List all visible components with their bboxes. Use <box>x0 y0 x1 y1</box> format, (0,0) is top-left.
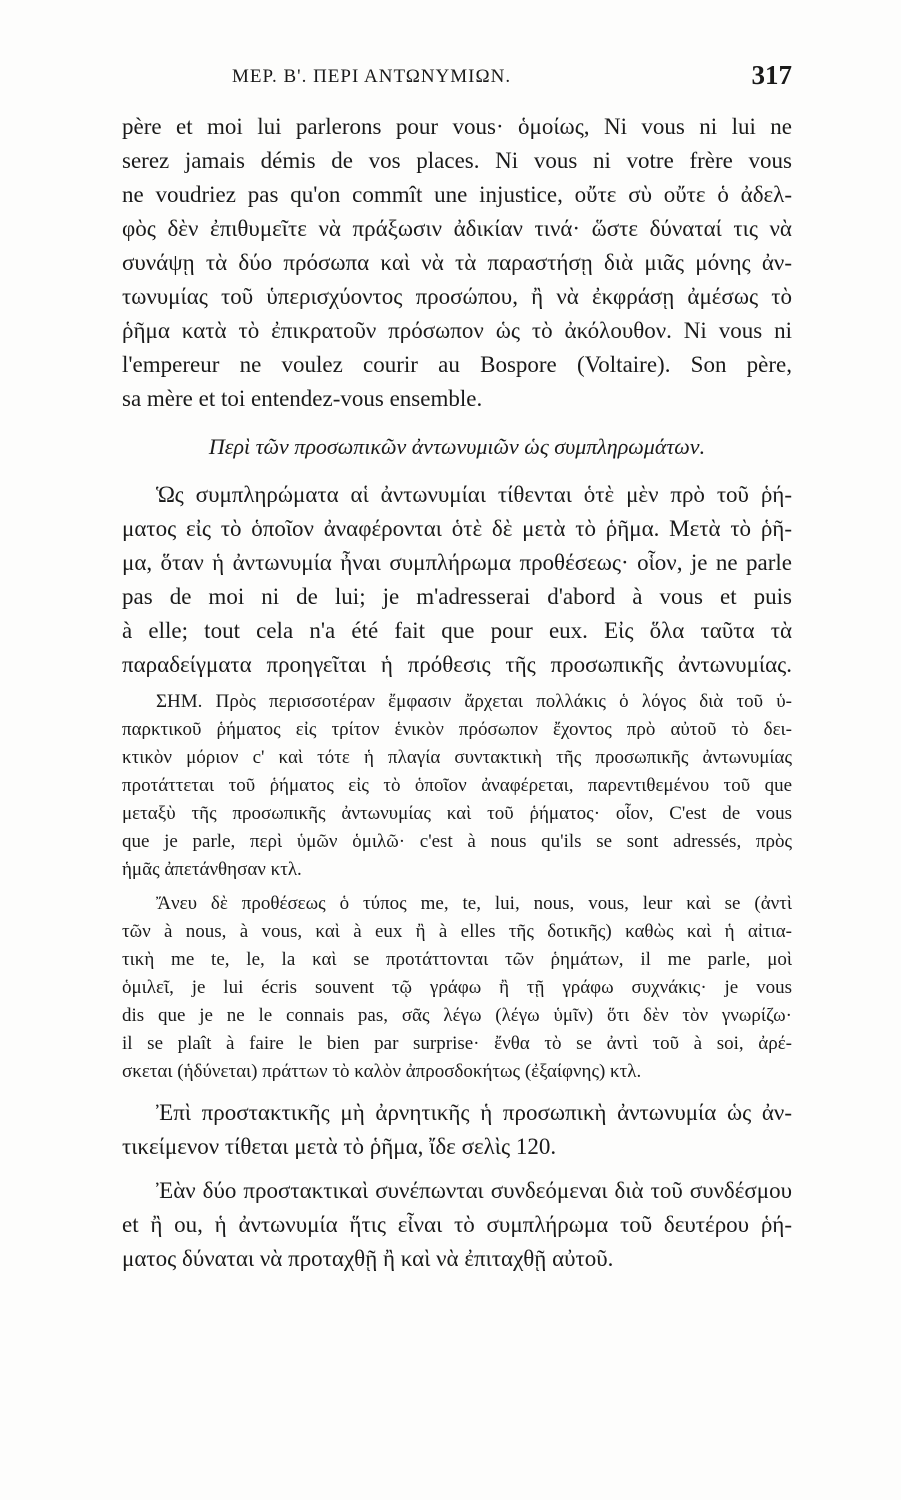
text-line: Ἄνευ δὲ προθέσεως ὁ τύπος me, te, lui, nous, vous, leur καὶ se (ἀντὶ <box>156 893 792 914</box>
text-line: κτικὸν μόριον c' καὶ τότε ἡ πλαγία συντακτικὴ τῆς προσωπικῆς ἀντωνυμίας <box>122 747 792 768</box>
text-line: φὸς δὲν ἐπιθυμεῖτε νὰ πράξωσιν ἀδικίαν τινά· ὥστε δύναταί τις νὰ <box>122 216 792 241</box>
paragraph-1 <box>122 110 792 416</box>
running-head: ΜΕΡ. Β'. ΠΕΡΙ ΑΝΤΩΝΥΜΙΩΝ. <box>232 66 512 87</box>
text-line: μα, ὅταν ἡ ἀντωνυμία ἦναι συμπλήρωμα προθέσεως· οἷον, je ne parle <box>122 550 792 575</box>
paragraph-4 <box>122 1174 792 1276</box>
note-2 <box>122 890 792 1086</box>
text-line: τικὴ me te, le, la καὶ se προτάττονται τῶν ῥημάτων, il me parle, μοὶ <box>122 949 792 970</box>
note-1 <box>122 688 792 884</box>
text-line: τῶν à nous, à vous, καὶ à eux ἢ à elles τῆς δοτικῆς) καθὼς καὶ ἡ αἰτια- <box>122 921 792 942</box>
text-line: serez jamais démis de vos places. Ni vous ni votre frère vous <box>122 148 792 173</box>
text-line: sa mère et toi entendez-vous ensemble. <box>122 386 483 411</box>
text-line: et ἢ ou, ἡ ἀντωνυμία ἥτις εἶναι τὸ συμπλήρωμα τοῦ δευτέρου ῥή- <box>122 1212 792 1237</box>
text-line: ῥῆμα κατὰ τὸ ἐπικρατοῦν πρόσωπον ὡς τὸ ἀκόλουθον. Ni vous ni <box>122 318 792 343</box>
text-line: il se plaît à faire le bien par surprise· ἔνθα τὸ se ἀντὶ τοῦ à soi, ἀρέ- <box>122 1033 792 1054</box>
text-line: παρκτικοῦ ῥήματος εἰς τρίτον ἑνικὸν πρόσωπον ἔχοντος πρὸ αὐτοῦ τὸ δει- <box>122 719 792 740</box>
text-line: père et moi lui parlerons pour vous· ὁμοίως, Ni vous ni lui ne <box>122 114 792 139</box>
text-line: τικείμενον τίθεται μετὰ τὸ ῥῆμα, ἴδε σελὶς 120. <box>122 1134 557 1159</box>
text-line: παραδείγματα προηγεῖται ἡ πρόθεσις τῆς προσωπικῆς ἀντωνυμίας. <box>122 652 792 677</box>
page-number: 317 <box>751 60 792 90</box>
text-line: Ἐὰν δύο προστακτικαὶ συνέπωνται συνδεόμεναι διὰ τοῦ συνδέσμου <box>156 1178 792 1203</box>
text-line: προτάττεται τοῦ ῥήματος εἰς τὸ ὁποῖον ἀναφέρεται, παρεντιθεμένου τοῦ que <box>122 775 792 796</box>
text-line: Ἐπὶ προστακτικῆς μὴ ἀρνητικῆς ἡ προσωπικὴ ἀντωνυμία ὡς ἀν- <box>156 1100 792 1125</box>
text-line: ματος εἰς τὸ ὁποῖον ἀναφέρονται ὁτὲ δὲ μετὰ τὸ ῥῆμα. Μετὰ τὸ ῥῆ- <box>122 516 792 541</box>
text-line: συνάψῃ τὰ δύο πρόσωπα καὶ νὰ τὰ παραστήσῃ διὰ μιᾶς μόνης ἀν- <box>122 250 792 275</box>
text-line: ΣΗΜ. Πρὸς περισσοτέραν ἔμφασιν ἄρχεται πολλάκις ὁ λόγος διὰ τοῦ ὑ- <box>156 691 792 712</box>
section-heading: Περὶ τῶν προσωπικῶν ἀντωνυμιῶν ὡς συμπληρωμάτων. <box>208 434 706 459</box>
text-line: τωνυμίας τοῦ ὑπερισχύοντος προσώπου, ἢ νὰ ἐκφράσῃ ἀμέσως τὸ <box>122 284 792 309</box>
text-line: pas de moi ni de lui; je m'adresserai d'abord à vous et puis <box>122 584 792 609</box>
text-line: l'empereur ne voulez courir au Bospore (Voltaire). Son père, <box>122 352 792 377</box>
text-line: que je parle, περὶ ὑμῶν ὁμιλῶ· c'est à nous qu'ils se sont adressés, πρὸς <box>122 831 792 852</box>
text-line: σκεται (ἡδύνεται) πράττων τὸ καλὸν ἀπροσδοκήτως (ἐξαίφνης) κτλ. <box>122 1061 642 1082</box>
text-line: ματος δύναται νὰ προταχθῇ ἢ καὶ νὰ ἐπιταχθῇ αὐτοῦ. <box>122 1246 614 1271</box>
text-line: μεταξὺ τῆς προσωπικῆς ἀντωνυμίας καὶ τοῦ ῥήματος· οἷον, C'est de vous <box>122 803 792 824</box>
text-line: ne voudriez pas qu'on commît une injustice, οὔτε σὺ οὔτε ὁ ἀδελ- <box>122 182 792 207</box>
text-line: dis que je ne le connais pas, σᾶς λέγω (λέγω ὑμῖν) ὅτι δὲν τὸν γνωρίζω· <box>122 1005 792 1026</box>
text-line: Ὡς συμπληρώματα αἱ ἀντωνυμίαι τίθενται ὁτὲ μὲν πρὸ τοῦ ῥή- <box>156 482 792 507</box>
text-line: ἡμᾶς ἀπετάνθησαν κτλ. <box>122 859 302 880</box>
text-line: à elle; tout cela n'a été fait que pour eux. Εἰς ὅλα ταῦτα τὰ <box>122 618 792 643</box>
paragraph-2 <box>122 478 792 682</box>
text-line: ὁμιλεῖ, je lui écris souvent τῷ γράφω ἢ τῇ γράφω συχνάκις· je vous <box>122 977 792 998</box>
text-block <box>122 110 792 1276</box>
paragraph-3 <box>122 1096 792 1164</box>
page-header <box>122 60 792 100</box>
